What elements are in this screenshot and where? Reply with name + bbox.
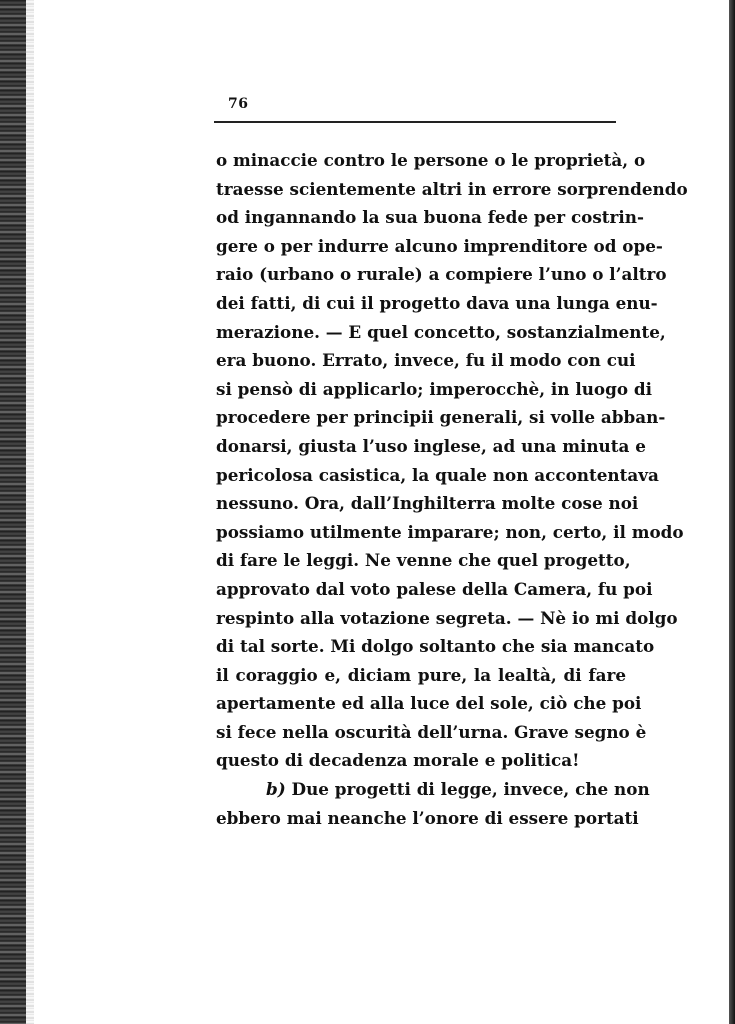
page-number: 76 (228, 96, 249, 112)
paragraph-b-text: Due progetti di legge, invece, che non (291, 779, 650, 800)
text-line: procedere per principii generali, si volle abban- (216, 407, 666, 428)
text-line: il coraggio e, diciam pure, la lealtà, di fare (216, 664, 626, 685)
text-line: era buono. Errato, invece, fu il modo con cui (216, 350, 636, 371)
paragraph-b-first-line (216, 775, 650, 804)
header-rule (214, 121, 616, 123)
page-right-edge (729, 0, 735, 1024)
text-line: si fece nella oscurità dell’urna. Grave segno è (216, 721, 647, 742)
list-marker: b) (266, 779, 286, 800)
text-line: approvato dal voto palese della Camera, fu poi (216, 578, 653, 599)
text-line: od ingannando la sua buona fede per costrin- (216, 207, 644, 228)
text-line: si pensò di applicarlo; imperocchè, in luogo di (216, 378, 652, 399)
text-line: di fare le leggi. Ne venne che quel progetto, (216, 550, 631, 571)
text-line: dei fatti, di cui il progetto dava una lunga enu- (216, 292, 658, 313)
text-line: donarsi, giusta l’uso inglese, ad una minuta e (216, 435, 646, 456)
text-line: raio (urbano o rurale) a compiere l’uno o l’altro (216, 264, 667, 285)
text-line: respinto alla votazione segreta. — Nè io mi dolgo (216, 607, 678, 628)
text-line: nessuno. Ora, dall’Inghilterra molte cose noi (216, 493, 639, 514)
book-binding-edge (0, 0, 26, 1024)
text-line: traesse scientemente altri in errore sorprendendo (216, 178, 688, 199)
text-line: gere o per indurre alcuno imprenditore od ope- (216, 235, 663, 256)
text-line: apertamente ed alla luce del sole, ciò che poi (216, 693, 642, 714)
text-line: pericolosa casistica, la quale non accontentava (216, 464, 659, 485)
text-line: o minaccie contro le persone o le proprietà, o (216, 150, 646, 170)
text-line: di tal sorte. Mi dolgo soltanto che sia mancato (216, 636, 655, 657)
body-text (216, 146, 688, 832)
text-line: merazione. — E quel concetto, sostanzialmente, (216, 321, 666, 342)
text-line: possiamo utilmente imparare; non, certo, il modo (216, 521, 684, 542)
text-line: questo di decadenza morale e politica! (216, 750, 580, 771)
text-line: ebbero mai neanche l’onore di essere portati (216, 807, 639, 828)
